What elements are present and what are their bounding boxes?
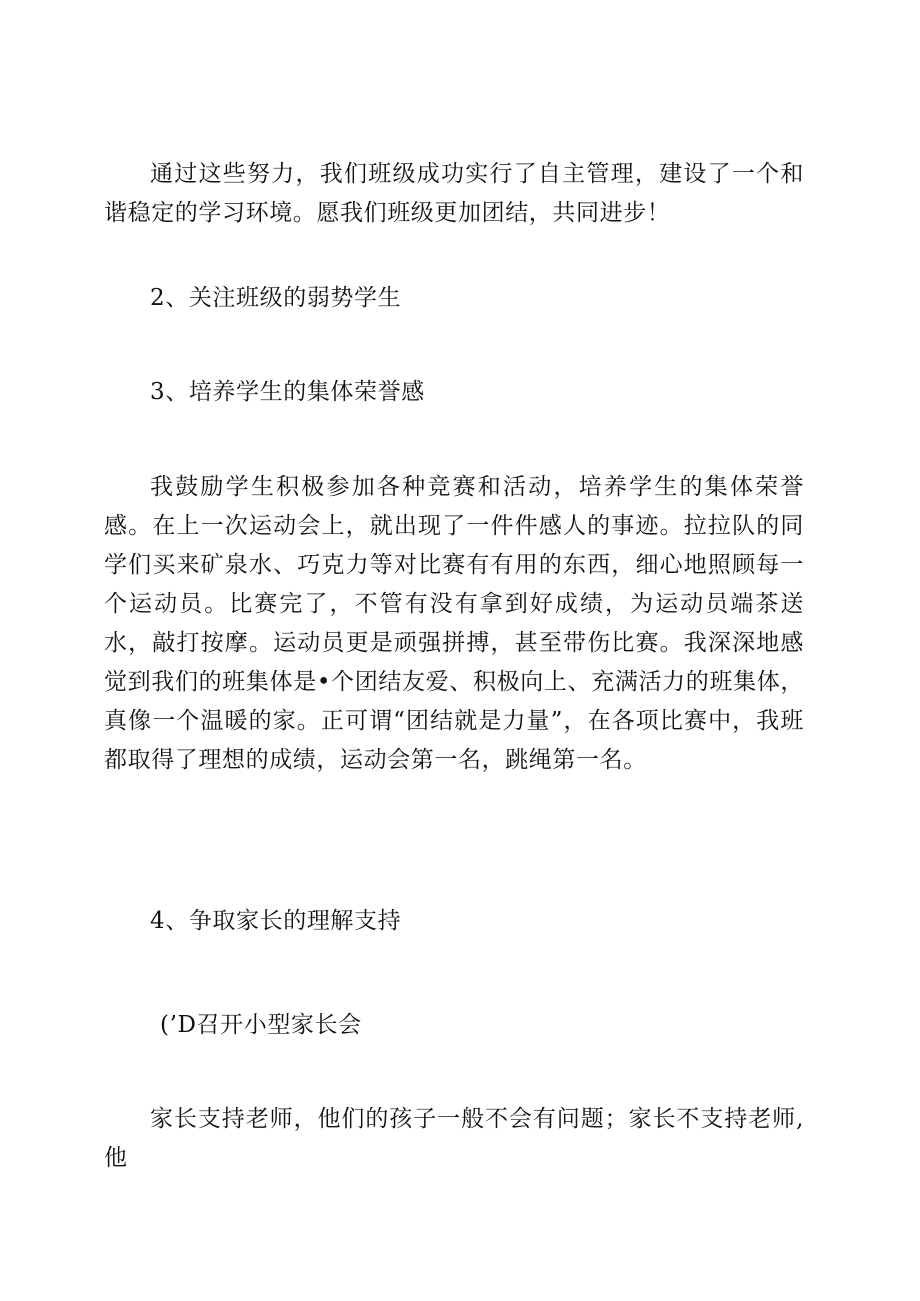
heading-section-2: 2、关注班级的弱势学生 (150, 285, 402, 311)
heading-section-3: 3、培养学生的集体荣誉感 (150, 379, 425, 405)
paragraph-intro-summary: 通过这些努力，我们班级成功实行了自主管理，建设了一个和谐稳定的学习环境。愿我们班级更加团结，共同进步！ (104, 161, 804, 226)
paragraph-honor-body: 我鼓励学生积极参加各种竞赛和活动，培养学生的集体荣誉感。在上一次运动会上，就出现了一件件感人的事迹。拉拉队的同学们买来矿泉水、巧克力等对比赛有有用的东西，细心地照顾每一个运动员。比赛完了，不管有没有拿到好成绩，为运动员端茶送水，敲打按摩。运动员更是顽强拼搏，甚至带伤比赛。我深深地感觉到我们的班集体是•个团结友爱、积极向上、充满活力的班集体，真像一个温暖的家。正可谓“团结就是力量”，在各项比赛中，我班都取得了理想的成绩，运动会第一名，跳绳第一名。 (104, 474, 804, 773)
heading-section-4: 4、争取家长的理解支持 (150, 908, 402, 934)
paragraph-parents-body: 家长支持老师，他们的孩子一般不会有问题；家长不支持老师,他 (104, 1106, 804, 1171)
heading-subsection-1: (’D召开小型家长会 (160, 1012, 362, 1038)
